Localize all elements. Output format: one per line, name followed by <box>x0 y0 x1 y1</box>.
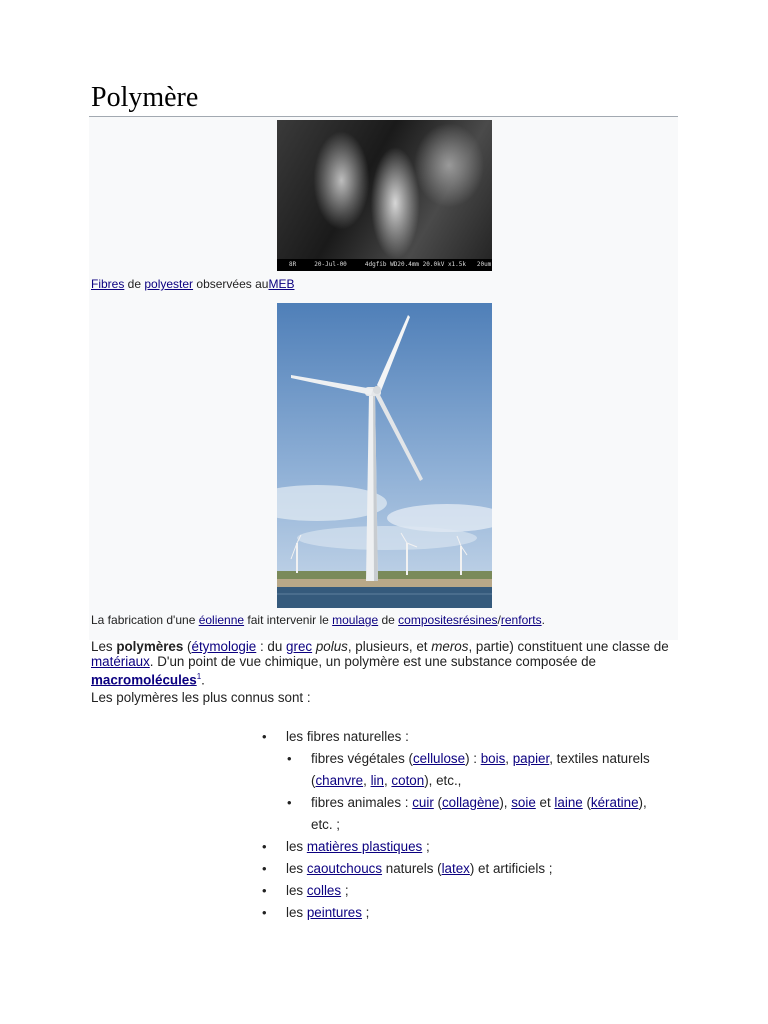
list-item-matieres-plastiques: • les matières plastiques ; <box>262 836 681 858</box>
list-intro: Les polymères les plus connus sont : <box>91 690 311 705</box>
link-etymologie[interactable]: étymologie <box>191 639 257 654</box>
link-materiaux[interactable]: matériaux <box>91 654 150 669</box>
link-peintures[interactable]: peintures <box>306 905 362 920</box>
image2-caption: La fabrication d'une éolienne fait intervenir le moulage de compositesrésines/renforts. <box>91 613 545 627</box>
link-grec[interactable]: grec <box>286 639 313 654</box>
link-composites-resines[interactable]: compositesrésines <box>398 613 498 627</box>
link-latex[interactable]: latex <box>441 861 470 876</box>
polyester-fibres-sem-image[interactable] <box>277 120 492 271</box>
link-lin[interactable]: lin <box>370 773 384 788</box>
link-caoutchoucs[interactable]: caoutchoucs <box>306 861 383 876</box>
link-laine[interactable]: laine <box>554 795 583 810</box>
link-fibres[interactable]: Fibres <box>91 277 125 291</box>
polymer-list <box>262 726 681 924</box>
link-moulage[interactable]: moulage <box>332 613 379 627</box>
link-polyester[interactable]: polyester <box>144 277 194 291</box>
list-item-fibres-naturelles: • les fibres naturelles : • fibres végétales (cellulose) : bois, papier, textiles naturels (chanvre, lin, coton), etc., • fibres animales : cuir (collagène), soie et laine (kératine), etc. ; <box>262 726 681 836</box>
term-polus: polus <box>315 639 348 654</box>
link-cuir[interactable]: cuir <box>412 795 434 810</box>
fibres-sublist <box>286 748 681 836</box>
link-eolienne[interactable]: éolienne <box>198 613 245 627</box>
link-coton[interactable]: coton <box>391 773 425 788</box>
link-papier[interactable]: papier <box>512 751 550 766</box>
link-keratine[interactable]: kératine <box>590 795 639 810</box>
list-item-peintures: • les peintures ; <box>262 902 681 924</box>
image1-caption: Fibres de polyester observées auMEB <box>91 277 295 291</box>
list-item-fibres-animales: • fibres animales : cuir (collagène), soie et laine (kératine), etc. ; <box>286 792 666 836</box>
list-item-fibres-vegetales: • fibres végétales (cellulose) : bois, papier, textiles naturels (chanvre, lin, coton), etc., <box>286 748 681 792</box>
link-chanvre[interactable]: chanvre <box>315 773 364 788</box>
link-bois[interactable]: bois <box>480 751 506 766</box>
page-title: Polymère <box>91 82 199 113</box>
list-item-caoutchoucs: • les caoutchoucs naturels (latex) et artificiels ; <box>262 858 681 880</box>
link-matieres-plastiques[interactable]: matières plastiques <box>306 839 423 854</box>
link-soie[interactable]: soie <box>511 795 536 810</box>
list-item-colles: • les colles ; <box>262 880 681 902</box>
wind-turbine-picture <box>277 303 492 608</box>
term-polymeres: polymères <box>116 639 184 654</box>
link-cellulose[interactable]: cellulose <box>412 751 466 766</box>
link-colles[interactable]: colles <box>306 883 342 898</box>
link-meb[interactable]: MEB <box>268 277 295 291</box>
footnote-ref-1[interactable]: 1 <box>196 672 202 681</box>
link-renforts[interactable]: renforts <box>500 613 542 627</box>
intro-paragraph: Les polymères (étymologie : du grec polus, plusieurs, et meros, partie) constituent une classe de matériaux. D'un point de vue chimique, un polymère est une substance composée de macromolécules$^1$. <box>91 639 669 688</box>
link-collagene[interactable]: collagène <box>441 795 500 810</box>
wind-turbine-image[interactable] <box>277 303 492 608</box>
sem-scale-bar: 8R 20-Jul-00 4dgfib WD20.4mm 20.0kV x1.5k 20um <box>277 259 492 271</box>
link-macromolecules[interactable]: macromolécules <box>91 672 197 688</box>
term-meros: meros <box>431 639 469 654</box>
